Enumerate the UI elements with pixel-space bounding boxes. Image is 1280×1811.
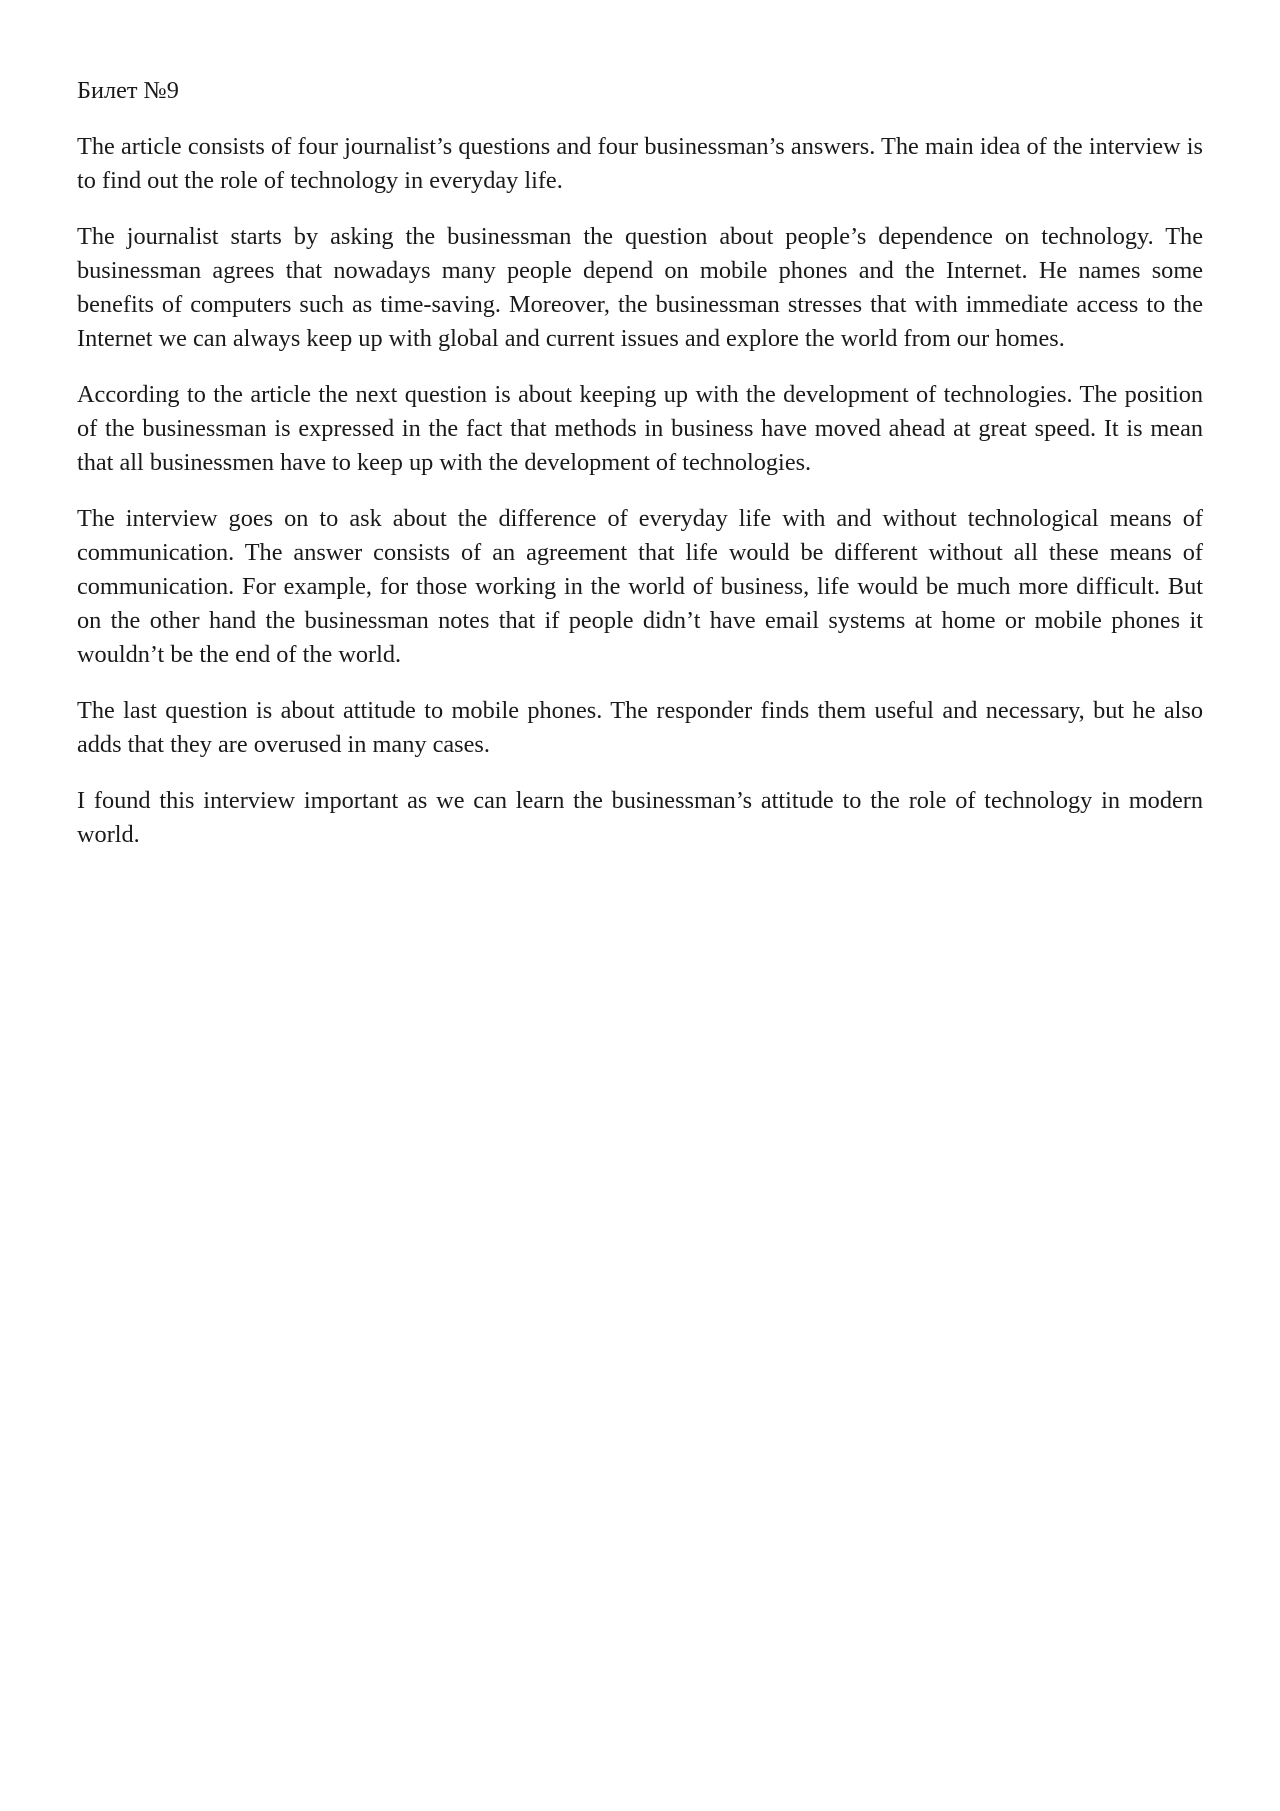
paragraph-mobile-phones: The last question is about attitude to mobile phones. The responder finds them useful and necessary, but he also adds that they are overused in many cases.: [77, 697, 1203, 758]
paragraph-dependence: The journalist starts by asking the businessman the question about people’s dependence on technology. The businessman agrees that nowadays many people depend on mobile phones and the Internet. He names some benefits of computers such as time-saving. Moreover, the businessman stresses that with immediate access to the Internet we can always keep up with global and current issues and explore the world from our homes.: [77, 223, 1203, 352]
document-heading: Билет №9: [77, 77, 179, 104]
paragraph-intro: The article consists of four journalist’s questions and four businessman’s answers. The main idea of the interview is to find out the role of technology in everyday life.: [77, 133, 1203, 194]
paragraph-development: According to the article the next question is about keeping up with the development of technologies. The position of the businessman is expressed in the fact that methods in business have moved ahead at great speed. It is mean that all businessmen have to keep up with the development of technologies.: [77, 381, 1203, 476]
paragraph-conclusion: I found this interview important as we can learn the businessman’s attitude to the role of technology in modern world.: [77, 787, 1203, 848]
document-page: [77, 74, 1203, 874]
paragraph-difference: The interview goes on to ask about the difference of everyday life with and without technological means of communication. The answer consists of an agreement that life would be different without all these means of communication. For example, for those working in the world of business, life would be much more difficult. But on the other hand the businessman notes that if people didn’t have email systems at home or mobile phones it wouldn’t be the end of the world.: [77, 505, 1203, 668]
